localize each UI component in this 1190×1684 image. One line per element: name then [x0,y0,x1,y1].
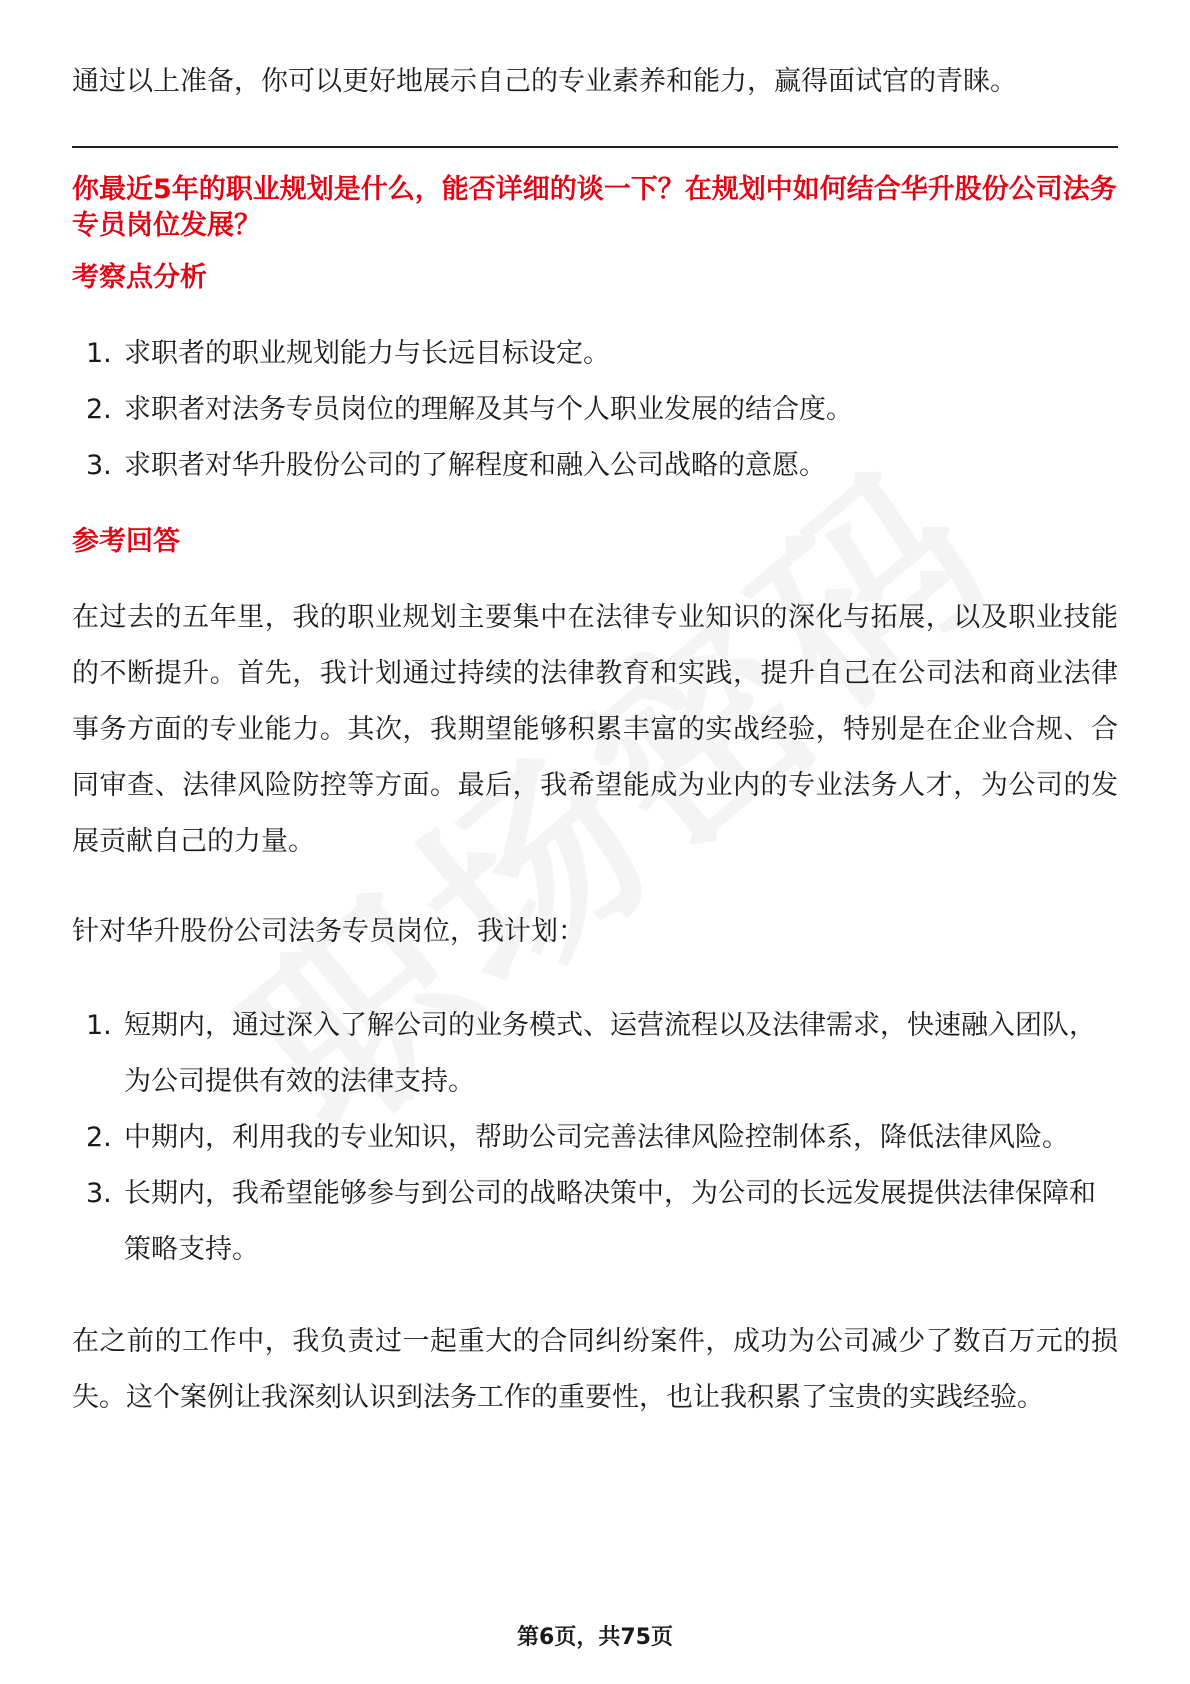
answer-paragraph: 在过去的五年里，我的职业规划主要集中在法律专业知识的深化与拓展，以及职业技能的不断提升。首先，我计划通过持续的法律教育和实践，提升自己在公司法和商业法律事务方面的专业能力。其次，我期望能够积累丰富的实战经验，特别是在企业合规、合同审查、法律风险防控等方面。最后，我希望能成为业内的专业法务人才，为公司的发展贡献自己的力量。 [72,602,1118,857]
list-item-text: 求职者对华升股份公司的了解程度和融入公司战略的意愿。 [124,450,826,481]
list-item [72,382,1118,438]
page-content [72,62,1118,1426]
answer-paragraph: 针对华升股份公司法务专员岗位，我计划： [72,916,585,947]
answer-heading: 参考回答 [72,526,180,557]
list-item [72,326,1118,382]
question-heading: 你最近5年的职业规划是什么，能否详细的谈一下？在规划中如何结合华升股份公司法务专员岗位发展？ [72,174,1117,241]
list-item-text: 中期内，利用我的专业知识，帮助公司完善法律风险控制体系，降低法律风险。 [124,1122,1069,1153]
list-number: 1. [86,338,112,369]
list-item [72,1110,1118,1166]
list-item [72,438,1118,494]
list-item-text: 短期内，通过深入了解公司的业务模式、运营流程以及法律需求，快速融入团队，为公司提供有效的法律支持。 [124,1010,1096,1097]
list-item [72,1166,1118,1278]
list-number: 2. [86,1122,112,1153]
list-number: 1. [86,1010,112,1041]
list-number: 2. [86,394,112,425]
analysis-heading: 考察点分析 [72,262,207,293]
list-item-text: 求职者的职业规划能力与长远目标设定。 [124,338,610,369]
plan-list [72,998,1118,1278]
list-number: 3. [86,450,112,481]
list-item-text: 长期内，我希望能够参与到公司的战略决策中，为公司的长远发展提供法律保障和策略支持。 [124,1178,1096,1265]
list-item [72,998,1118,1110]
list-item-text: 求职者对法务专员岗位的理解及其与个人职业发展的结合度。 [124,394,853,425]
section-divider [72,146,1118,148]
analysis-list [72,326,1118,494]
list-number: 3. [86,1178,112,1209]
intro-paragraph: 通过以上准备，你可以更好地展示自己的专业素养和能力，赢得面试官的青睐。 [72,66,1017,97]
answer-paragraph: 在之前的工作中，我负责过一起重大的合同纠纷案件，成功为公司减少了数百万元的损失。这个案例让我深刻认识到法务工作的重要性，也让我积累了宝贵的实践经验。 [72,1326,1118,1413]
page-number: 第6页，共75页 [517,1625,673,1650]
